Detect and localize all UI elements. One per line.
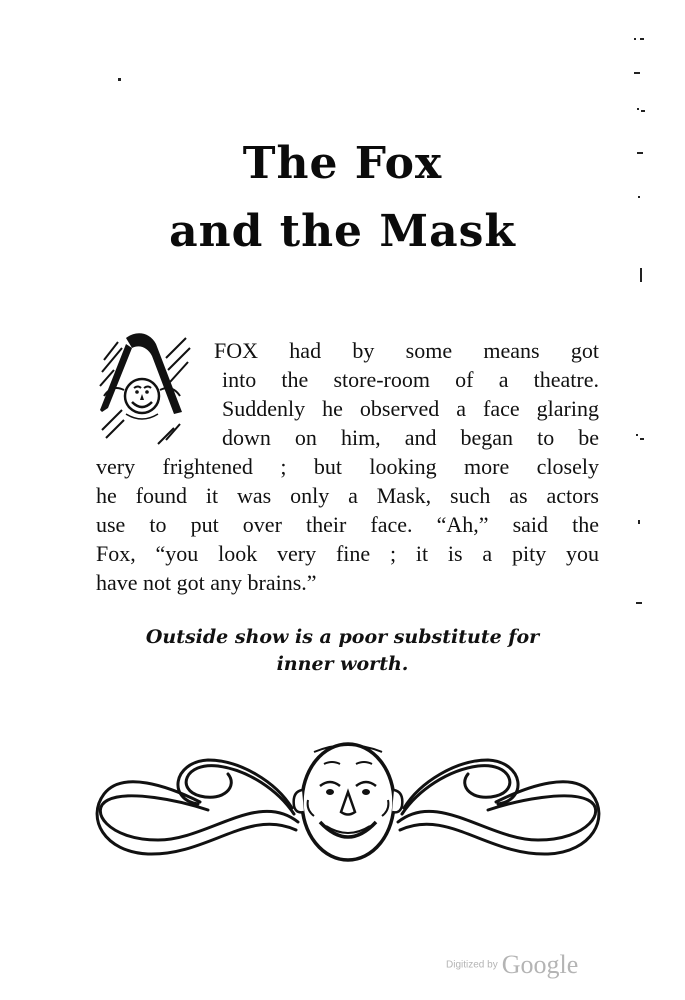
decorated-initial-a [96,330,196,450]
page-title-line-2: and the Mask [169,206,516,257]
digitized-by-label: Digitized by [446,959,498,971]
body-text-line: use to put over their face. “Ah,” said the [96,512,599,537]
body-text-line: very frightened ; but looking more closely [96,454,599,479]
page-title-line-1: The Fox [242,138,443,189]
digitized-by-google-watermark [446,950,578,980]
body-text-line: have not got any brains.” [96,570,317,595]
body-text-line: down on him, and began to be [222,425,599,450]
body-text-line: he found it was only a Mask, such as actors [96,483,599,508]
moral-line-2: inner worth. [276,653,409,675]
body-text-line: FOX had by some means got [214,338,599,363]
body-text-line: Suddenly he observed a face glaring [222,396,599,421]
moral-line-1: Outside show is a poor substitute for [145,626,540,648]
body-text-line: Fox, “you look very fine ; it is a pity you [96,541,599,566]
google-wordmark: Google [501,950,579,979]
mask-ornament [88,730,608,870]
body-text-line: into the store-room of a theatre. [222,367,599,392]
